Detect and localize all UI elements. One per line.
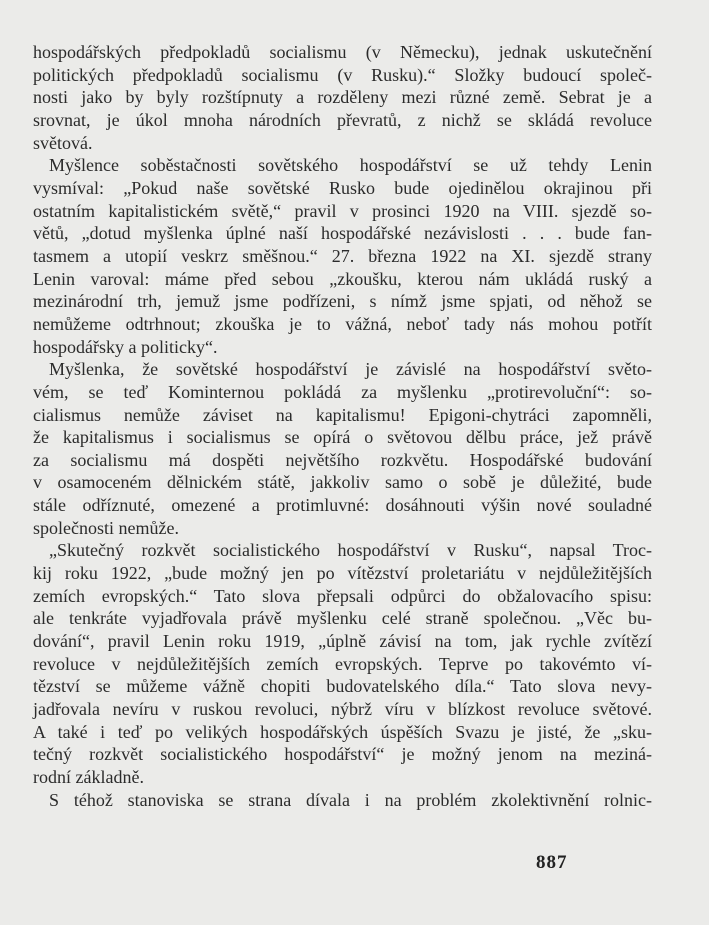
text-line: rodní základně.: [33, 767, 144, 787]
text-line: vysmíval: „Pokud naše sovětské Rusko bude ojedinělou okrajinou při: [33, 177, 652, 198]
text-line: srovnat, je úkol mnoha národních převratů, z nichž se skládá revoluce: [33, 109, 652, 130]
text-line: Myšlence soběstačnosti sovětského hospodářství se už tehdy Lenin: [49, 155, 652, 176]
paragraph: [33, 41, 652, 154]
paragraph: [33, 358, 652, 539]
text-line: za socialismu má dospěti největšího rozkvětu. Hospodářské budování: [33, 449, 652, 470]
paragraph: [33, 789, 652, 812]
text-line: světová.: [33, 132, 93, 153]
text-line: tečný rozkvět socialistického hospodářství“ je možný jenom na meziná-: [33, 744, 652, 765]
text-line: Lenin varoval: máme před sebou „zkoušku, kterou nám ukládá ruský a: [33, 268, 652, 289]
text-line: ostatním kapitalistickém světě,“ pravil v prosinci 1920 na VIII. sjezdě so-: [33, 200, 652, 221]
page-number: 887: [536, 852, 568, 873]
text-line: A také i teď po velikých hospodářských úspěších Svazu je jisté, že „sku-: [33, 721, 652, 742]
text-line: jadřovala nevíru v ruskou revoluci, nýbrž víru v blízkost revoluce světové.: [33, 699, 652, 720]
text-line: nosti jako by byly rozštípnuty a rozděleny mezi různé země. Sebrat je a: [33, 87, 652, 108]
text-line: Myšlenka, že sovětské hospodářství je závislé na hospodářství světo-: [49, 359, 652, 380]
text-line: že kapitalismus i socialismus se opírá o světovou dělbu práce, jež právě: [33, 427, 652, 448]
text-line: dování“, pravil Lenin roku 1919, „úplně závisí na tom, jak rychle zvítězí: [33, 631, 652, 652]
text-line: společnosti nemůže.: [33, 517, 179, 538]
text-line: ale tenkráte vyjadřovala právě myšlenku celé straně společnou. „Věc bu-: [33, 608, 652, 629]
text-line: S téhož stanoviska se strana dívala i na problém zkolektivnění rolnic-: [49, 789, 652, 810]
text-line: kij roku 1922, „bude možný jen po vítězství proletariátu v nejdůležitějších: [33, 563, 652, 584]
text-line: zemích evropských.“ Tato slova přepsali odpůrci do obžalovacího spisu:: [33, 585, 652, 606]
text-line: hospodářsky a politicky“.: [33, 336, 218, 357]
text-line: tasmem a utopií veskrz směšnou.“ 27. března 1922 na XI. sjezdě strany: [33, 245, 652, 266]
text-line: vém, se teď Kominternou pokládá za myšlenku „protirevoluční“: so-: [33, 381, 652, 402]
text-line: „Skutečný rozkvět socialistického hospodářství v Rusku“, napsal Troc-: [49, 540, 652, 561]
text-line: hospodářských předpokladů socialismu (v Německu), jednak uskutečnění: [33, 42, 652, 62]
text-line: politických předpokladů socialismu (v Rusku).“ Složky budoucí společ-: [33, 64, 652, 85]
body-text: [33, 41, 652, 811]
text-line: revoluce v nejdůležitějších zemích evropských. Teprve po takovémto ví-: [33, 653, 652, 674]
text-line: mezinárodní trh, jemuž jsme podřízeni, s nímž jsme spjati, od něhož se: [33, 291, 652, 312]
paragraph: [33, 539, 652, 788]
paragraph: [33, 154, 652, 358]
text-line: v osamoceném dělnickém státě, jakkoliv samo o sobě je důležité, bude: [33, 472, 652, 493]
text-line: větů, „dotud myšlenka úplné naší hospodářské nezávislosti . . . bude fan-: [33, 223, 652, 244]
text-line: tězství se můžeme vážně chopiti budovatelského díla.“ Tato slova nevy-: [33, 676, 652, 697]
text-line: cialismus nemůže záviset na kapitalismu! Epigoni-chytráci zapomněli,: [33, 404, 652, 425]
text-line: stále odříznuté, omezené a protimluvné: dosáhnouti výšin nové souladné: [33, 495, 652, 516]
text-line: nemůžeme odtrhnout; zkouška je to vážná, neboť tady nás mohou potřít: [33, 313, 652, 334]
